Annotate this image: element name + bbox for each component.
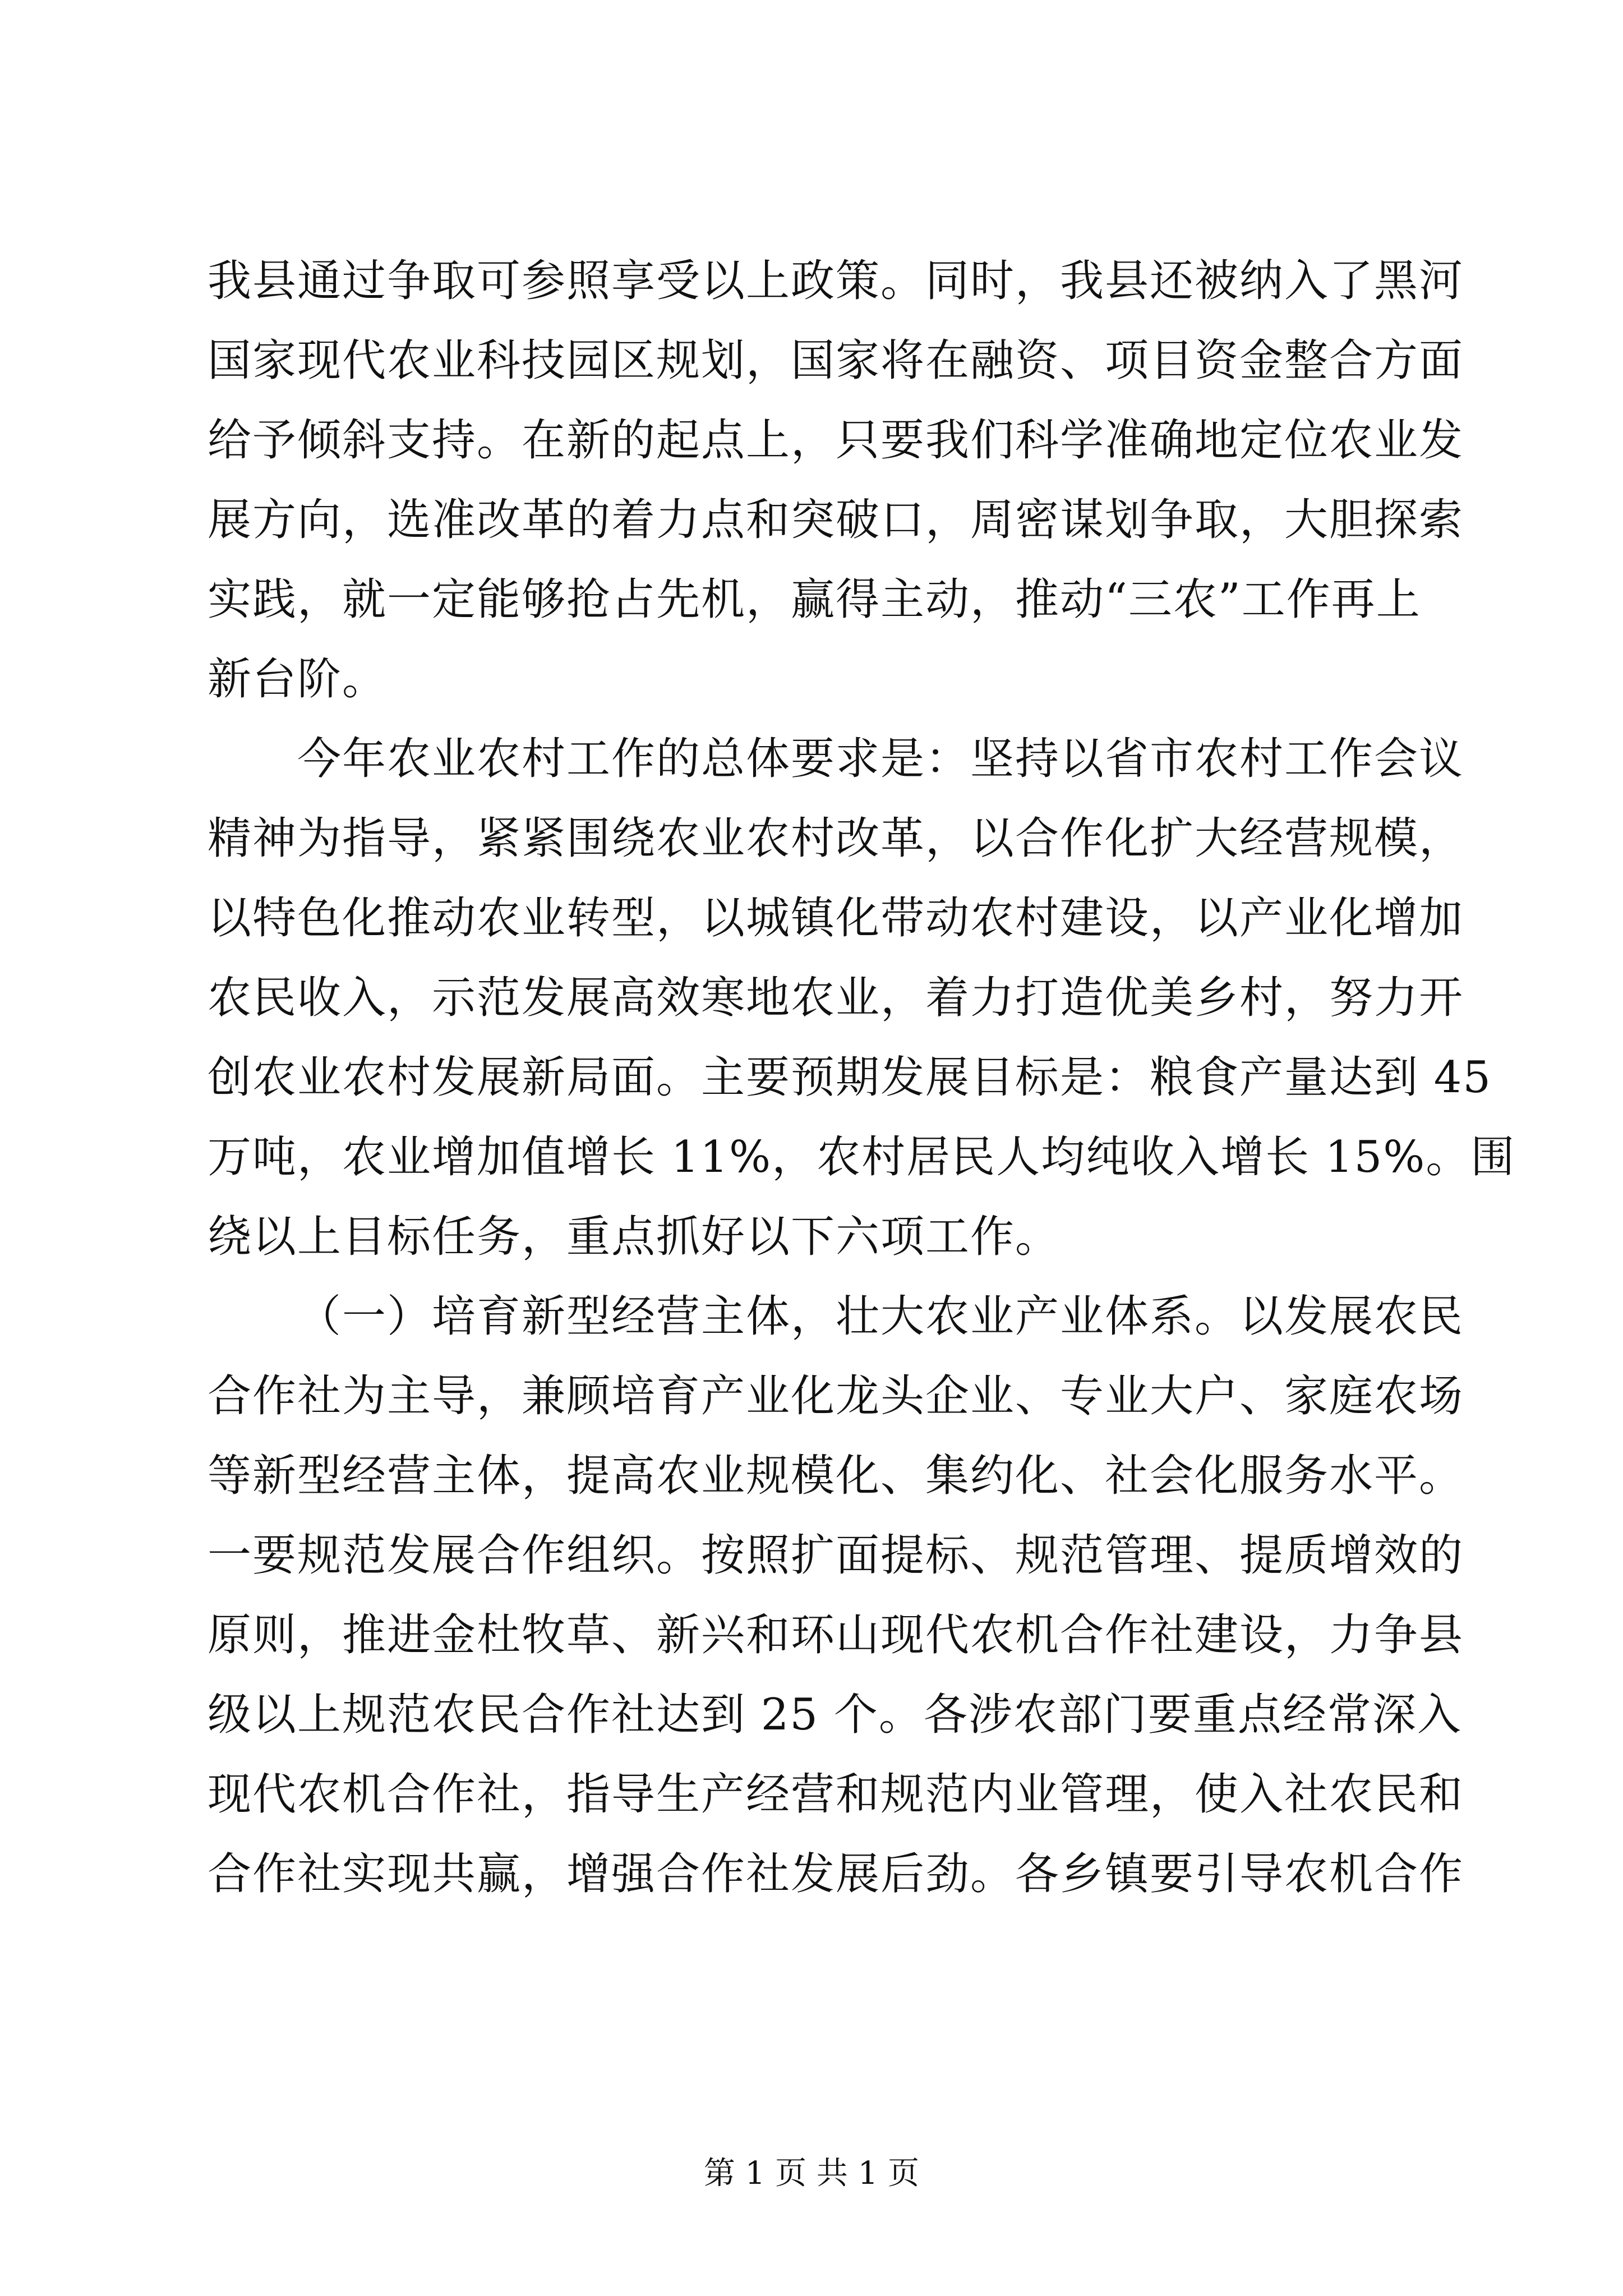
paragraph: [208, 241, 1464, 719]
text-line: 新台阶。: [208, 654, 388, 705]
text-line: 今年农业农村工作的总体要求是：坚持以省市农村工作会议: [297, 734, 1464, 784]
text-line: 农民收入，示范发展高效寒地农业，着力打造优美乡村，努力开: [208, 973, 1464, 1023]
text-line: 国家现代农业科技园区规划，国家将在融资、项目资金整合方面: [208, 335, 1464, 386]
text-line: 实践，就一定能够抢占先机，赢得主动，推动“三农”工作再上: [208, 574, 1421, 625]
page-footer: 第 1 页 共 1 页: [703, 2155, 920, 2192]
text-line: 精神为指导，紧紧围绕农业农村改革，以合作化扩大经营规模，: [208, 813, 1464, 864]
text-line: 现代农机合作社，指导生产经营和规范内业管理，使入社农民和: [208, 1769, 1464, 1820]
text-line: 绕以上目标任务，重点抓好以下六项工作。: [208, 1212, 1061, 1262]
text-line: （一）培育新型经营主体，壮大农业产业体系。以发展农民: [297, 1291, 1464, 1342]
document-body: [208, 241, 1516, 1914]
text-line: 等新型经营主体，提高农业规模化、集约化、社会化服务水平。: [208, 1451, 1464, 1501]
text-line: 级以上规范农民合作社达到 25 个。各涉农部门要重点经常深入: [208, 1690, 1462, 1740]
text-line: 一要规范发展合作组织。按照扩面提标、规范管理、提质增效的: [208, 1530, 1464, 1581]
paragraph: [208, 719, 1516, 1277]
text-line: 原则，推进金杜牧草、新兴和环山现代农机合作社建设，力争县: [208, 1610, 1464, 1660]
paragraph: [208, 1277, 1464, 1914]
text-line: 合作社为主导，兼顾培育产业化龙头企业、专业大户、家庭农场: [208, 1371, 1464, 1421]
text-line: 以特色化推动农业转型，以城镇化带动农村建设，以产业化增加: [208, 893, 1464, 944]
text-line: 合作社实现共赢，增强合作社发展后劲。各乡镇要引导农机合作: [208, 1849, 1464, 1899]
text-line: 万吨，农业增加值增长 11%，农村居民人均纯收入增长 15%。围: [208, 1132, 1516, 1182]
text-line: 给予倾斜支持。在新的起点上，只要我们科学准确地定位农业发: [208, 415, 1464, 466]
text-line: 创农业农村发展新局面。主要预期发展目标是：粮食产量达到 45: [208, 1052, 1492, 1103]
text-line: 展方向，选准改革的着力点和突破口，周密谋划争取，大胆探索: [208, 495, 1464, 545]
text-line: 我县通过争取可参照享受以上政策。同时，我县还被纳入了黑河: [208, 256, 1464, 306]
